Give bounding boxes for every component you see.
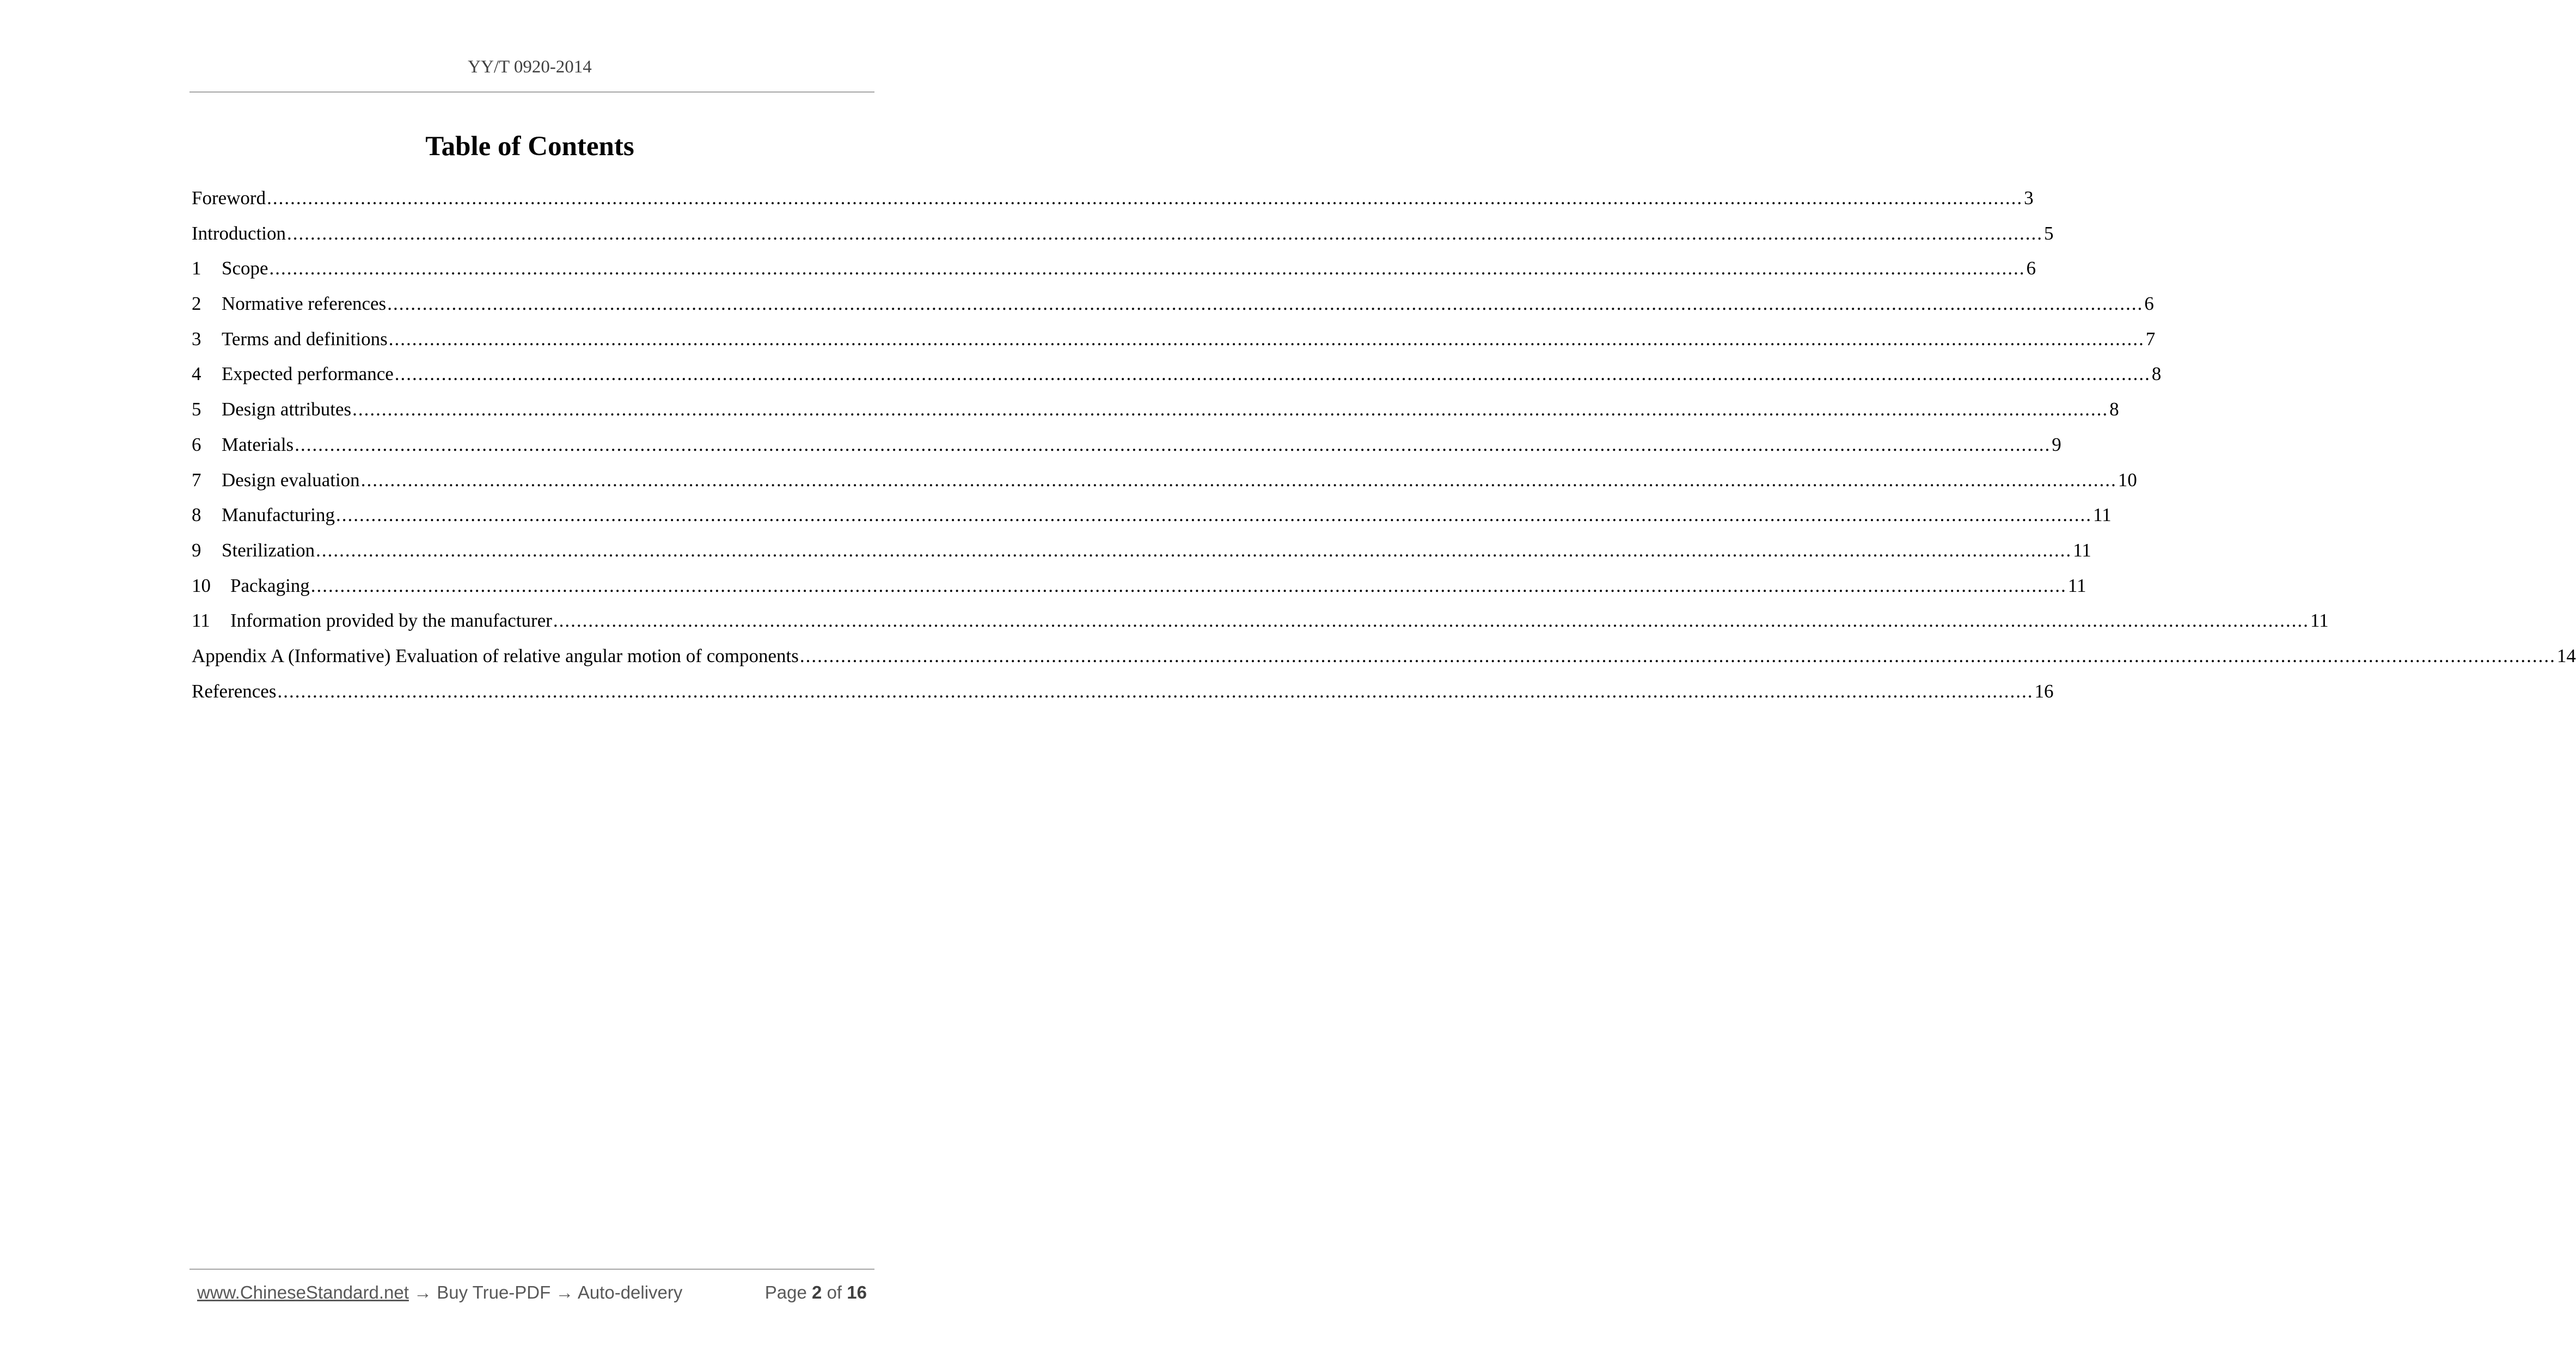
toc-entry-number: 5 bbox=[192, 399, 201, 420]
toc-leader-dots: ............................................................................................................................................................................................................................................................................................................ bbox=[799, 645, 2556, 666]
table-of-contents bbox=[192, 181, 2576, 709]
website-link[interactable]: www.ChineseStandard.net bbox=[197, 1282, 409, 1302]
toc-entry-page: 11 bbox=[2092, 504, 2112, 526]
toc-entry-number: 7 bbox=[192, 469, 201, 491]
toc-leader-dots: ............................................................................................................................................................................................................................................................................................................ bbox=[553, 610, 2309, 632]
header-rule bbox=[189, 91, 874, 93]
toc-entry-page: 10 bbox=[2118, 469, 2137, 491]
toc-leader-dots: ............................................................................................................................................................................................................................................................................................................ bbox=[277, 680, 2034, 702]
toc-entry-label: Manufacturing bbox=[222, 504, 335, 526]
toc-entry-page: 6 bbox=[2144, 293, 2154, 315]
page-indicator bbox=[765, 1282, 867, 1303]
page-footer bbox=[197, 1282, 867, 1303]
toc-entry-appendix-a[interactable] bbox=[192, 639, 2576, 674]
toc-entry-label: Scope bbox=[222, 258, 268, 279]
toc-entry-information-by-manufacturer[interactable] bbox=[192, 603, 2329, 639]
total-pages-number: 16 bbox=[847, 1282, 867, 1302]
toc-entry-page: 5 bbox=[2044, 222, 2054, 244]
toc-entry-label: References bbox=[192, 680, 277, 702]
toc-entry-label: Sterilization bbox=[222, 539, 315, 561]
toc-entry-number: 8 bbox=[192, 504, 201, 526]
toc-entry-label: Terms and definitions bbox=[222, 328, 388, 350]
toc-leader-dots: ............................................................................................................................................................................................................................................................................................................ bbox=[267, 187, 2023, 209]
toc-leader-dots: ............................................................................................................................................................................................................................................................................................................ bbox=[335, 504, 2092, 526]
toc-entry-page: 6 bbox=[2026, 258, 2036, 279]
toc-leader-dots: ............................................................................................................................................................................................................................................................................................................ bbox=[310, 574, 2067, 596]
toc-entry-label: Foreword bbox=[192, 187, 266, 209]
toc-leader-dots: ............................................................................................................................................................................................................................................................................................................ bbox=[388, 328, 2145, 350]
toc-leader-dots: ............................................................................................................................................................................................................................................................................................................ bbox=[287, 222, 2043, 244]
toc-entry-page: 11 bbox=[2073, 539, 2091, 561]
toc-entry-design-attributes[interactable] bbox=[192, 392, 2119, 427]
toc-entry-packaging[interactable] bbox=[192, 568, 2087, 604]
toc-leader-dots: ............................................................................................................................................................................................................................................................................................................ bbox=[269, 258, 2026, 279]
toc-entry-sterilization[interactable] bbox=[192, 533, 2091, 568]
toc-entry-number: 6 bbox=[192, 433, 201, 455]
toc-entry-page: 9 bbox=[2052, 433, 2061, 455]
toc-leader-dots: ............................................................................................................................................................................................................................................................................................................ bbox=[394, 363, 2151, 385]
toc-entry-normative-references[interactable] bbox=[192, 286, 2154, 322]
of-word: of bbox=[827, 1282, 842, 1302]
toc-leader-dots: ............................................................................................................................................................................................................................................................................................................ bbox=[316, 539, 2072, 561]
toc-entry-label: Materials bbox=[222, 433, 294, 455]
toc-entry-number: 2 bbox=[192, 293, 201, 315]
toc-entry-label: Appendix A (Informative) Evaluation of relative angular motion of components bbox=[192, 645, 799, 666]
toc-leader-dots: ............................................................................................................................................................................................................................................................................................................ bbox=[387, 293, 2144, 315]
toc-entry-design-evaluation[interactable] bbox=[192, 463, 2137, 498]
toc-entry-label: Information provided by the manufacturer bbox=[230, 610, 552, 632]
page-word: Page bbox=[764, 1282, 807, 1302]
footer-promo bbox=[197, 1282, 682, 1303]
page-title: Table of Contents bbox=[425, 131, 634, 162]
toc-entry-introduction[interactable] bbox=[192, 216, 2054, 252]
toc-leader-dots: ............................................................................................................................................................................................................................................................................................................ bbox=[295, 433, 2051, 455]
toc-leader-dots: ............................................................................................................................................................................................................................................................................................................ bbox=[352, 399, 2109, 420]
toc-entry-expected-performance[interactable] bbox=[192, 357, 2162, 392]
toc-entry-label: Packaging bbox=[230, 574, 310, 596]
running-header: YY/T 0920-2014 bbox=[468, 57, 592, 77]
footer-rule bbox=[189, 1269, 874, 1270]
toc-entry-page: 11 bbox=[2310, 610, 2329, 632]
toc-entry-page: 7 bbox=[2145, 328, 2156, 350]
toc-leader-dots: ............................................................................................................................................................................................................................................................................................................ bbox=[360, 469, 2117, 491]
toc-entry-label: Normative references bbox=[222, 293, 387, 315]
toc-entry-number: 1 bbox=[192, 258, 201, 279]
toc-entry-page: 11 bbox=[2067, 574, 2087, 596]
toc-entry-number: 10 bbox=[192, 574, 211, 596]
toc-entry-materials[interactable] bbox=[192, 427, 2061, 463]
toc-entry-number: 11 bbox=[192, 610, 210, 632]
toc-entry-page: 3 bbox=[2024, 187, 2034, 209]
toc-entry-terms-and-definitions[interactable] bbox=[192, 322, 2156, 357]
toc-entry-scope[interactable] bbox=[192, 251, 2036, 286]
toc-entry-references[interactable] bbox=[192, 674, 2054, 709]
current-page-number: 2 bbox=[812, 1282, 822, 1302]
toc-entry-number: 4 bbox=[192, 363, 201, 385]
toc-entry-label: Design evaluation bbox=[222, 469, 360, 491]
toc-entry-page: 8 bbox=[2151, 363, 2162, 385]
toc-entry-foreword[interactable] bbox=[192, 181, 2034, 216]
toc-entry-manufacturing[interactable] bbox=[192, 498, 2112, 533]
footer-tagline: → Buy True-PDF → Auto-delivery bbox=[408, 1282, 683, 1302]
toc-entry-page: 14 bbox=[2556, 645, 2576, 666]
toc-entry-number: 3 bbox=[192, 328, 201, 350]
toc-entry-label: Introduction bbox=[192, 222, 286, 244]
toc-entry-page: 8 bbox=[2109, 399, 2119, 420]
toc-entry-page: 16 bbox=[2034, 680, 2054, 702]
toc-entry-number: 9 bbox=[192, 539, 201, 561]
toc-entry-label: Expected performance bbox=[222, 363, 394, 385]
toc-entry-label: Design attributes bbox=[222, 399, 352, 420]
